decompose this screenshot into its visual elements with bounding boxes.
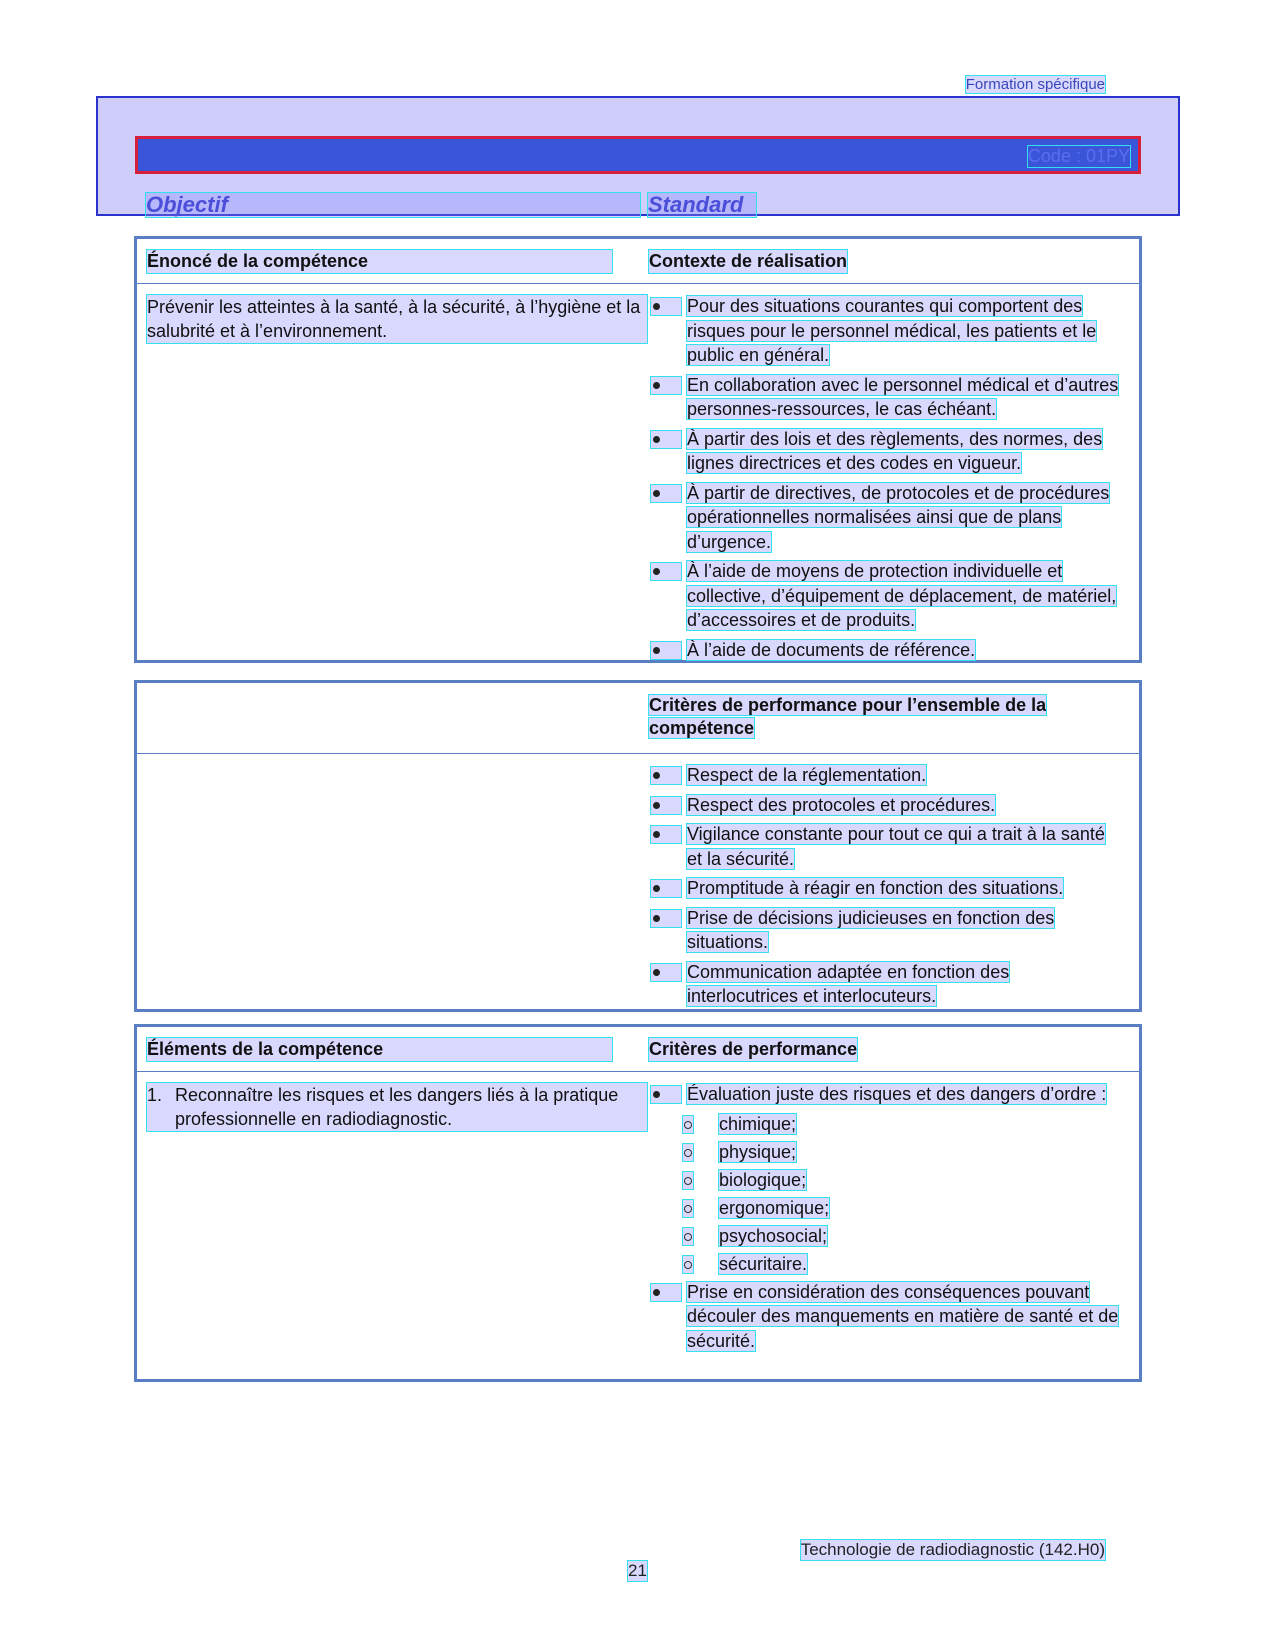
context-heading: Contexte de réalisation bbox=[649, 251, 848, 271]
statement-heading: Énoncé de la compétence bbox=[147, 250, 612, 273]
list-item: Prise de décisions judicieuses en fonction des situations. bbox=[649, 906, 1119, 955]
sub-list-item: biologique; bbox=[683, 1168, 1119, 1192]
bullet-icon bbox=[651, 767, 681, 784]
circle-bullet-icon bbox=[683, 1228, 693, 1245]
list-item: Respect des protocoles et procédures. bbox=[649, 793, 1119, 818]
element-number: 1. bbox=[147, 1085, 163, 1105]
bullet-icon bbox=[651, 880, 681, 897]
list-item: Vigilance constante pour tout ce qui a trait à la santé et la sécurité. bbox=[649, 822, 1119, 871]
list-item: Prise en considération des conséquences pouvant découler des manquements en matière de santé et de sécurité. bbox=[649, 1280, 1119, 1354]
element-item bbox=[147, 1083, 647, 1131]
page-number: 21 bbox=[628, 1561, 647, 1580]
circle-bullet-icon bbox=[683, 1172, 693, 1189]
bullet-icon bbox=[651, 431, 681, 448]
list-item: À partir des lois et des règlements, des normes, des lignes directrices et des codes en vigueur. bbox=[649, 427, 1119, 476]
list-item: Respect de la réglementation. bbox=[649, 763, 1119, 788]
global-criteria-box bbox=[134, 680, 1142, 1012]
list-item: Promptitude à réagir en fonction des situations. bbox=[649, 876, 1119, 901]
circle-bullet-icon bbox=[683, 1116, 693, 1133]
bullet-icon bbox=[651, 910, 681, 927]
list-item: À l’aide de moyens de protection individuelle et collective, d’équipement de déplacement, de matériel, d’accessoires et de produits. bbox=[649, 559, 1119, 633]
bullet-icon bbox=[651, 826, 681, 843]
bullet-icon bbox=[651, 964, 681, 981]
criteria-list bbox=[649, 1082, 1119, 1358]
criteria-heading: Critères de performance bbox=[649, 1039, 858, 1059]
circle-bullet-icon bbox=[683, 1144, 693, 1161]
bullet-icon bbox=[651, 1284, 681, 1301]
competency-statement: Prévenir les atteintes à la santé, à la sécurité, à l’hygiène et la salubrité et à l’environnement. bbox=[147, 295, 647, 343]
sub-list-item: physique; bbox=[683, 1140, 1119, 1164]
sub-list-item: chimique; bbox=[683, 1112, 1119, 1136]
list-item: Pour des situations courantes qui comportent des risques pour le personnel médical, les patients et le public en général. bbox=[649, 294, 1119, 368]
bullet-icon bbox=[651, 298, 681, 315]
list-item: À l’aide de documents de référence. bbox=[649, 638, 1119, 663]
bullet-icon bbox=[651, 563, 681, 580]
circle-bullet-icon bbox=[683, 1256, 693, 1273]
list-item: En collaboration avec le personnel médical et d’autres personnes-ressources, le cas échéant. bbox=[649, 373, 1119, 422]
element-text: Reconnaître les risques et les dangers liés à la pratique professionnelle en radiodiagnostic. bbox=[175, 1085, 619, 1129]
code-bar bbox=[135, 136, 1141, 174]
list-item: Communication adaptée en fonction des interlocutrices et interlocuteurs. bbox=[649, 960, 1119, 1009]
sub-list-item: ergonomique; bbox=[683, 1196, 1119, 1220]
elements-box bbox=[134, 1024, 1142, 1382]
box-header bbox=[137, 1027, 1139, 1072]
running-header: Formation spécifique bbox=[965, 76, 1105, 93]
section-objectif: Objectif bbox=[146, 193, 640, 217]
box-header bbox=[137, 683, 1139, 754]
circle-bullet-icon bbox=[683, 1200, 693, 1217]
footer-program: Technologie de radiodiagnostic (142.H0) bbox=[800, 1540, 1105, 1559]
global-criteria-list bbox=[649, 763, 1119, 1014]
elements-heading: Éléments de la compétence bbox=[147, 1038, 612, 1061]
bullet-icon bbox=[651, 485, 681, 502]
bullet-icon bbox=[651, 797, 681, 814]
list-item: À partir de directives, de protocoles et de procédures opérationnelles normalisées ainsi que de plans d’urgence. bbox=[649, 481, 1119, 555]
sub-list-item: psychosocial; bbox=[683, 1224, 1119, 1248]
competency-statement-box bbox=[134, 236, 1142, 663]
competency-code: Code : 01PY bbox=[1027, 146, 1130, 166]
context-list bbox=[649, 294, 1119, 667]
list-item: Évaluation juste des risques et des dangers d’ordre : bbox=[649, 1082, 1119, 1107]
global-criteria-heading: Critères de performance pour l’ensemble de la compétence bbox=[649, 695, 1047, 738]
box-header bbox=[137, 239, 1139, 284]
bullet-icon bbox=[651, 377, 681, 394]
bullet-icon bbox=[651, 1086, 681, 1103]
bullet-icon bbox=[651, 642, 681, 659]
section-standard: Standard bbox=[648, 193, 756, 217]
sub-list-item: sécuritaire. bbox=[683, 1252, 1119, 1276]
